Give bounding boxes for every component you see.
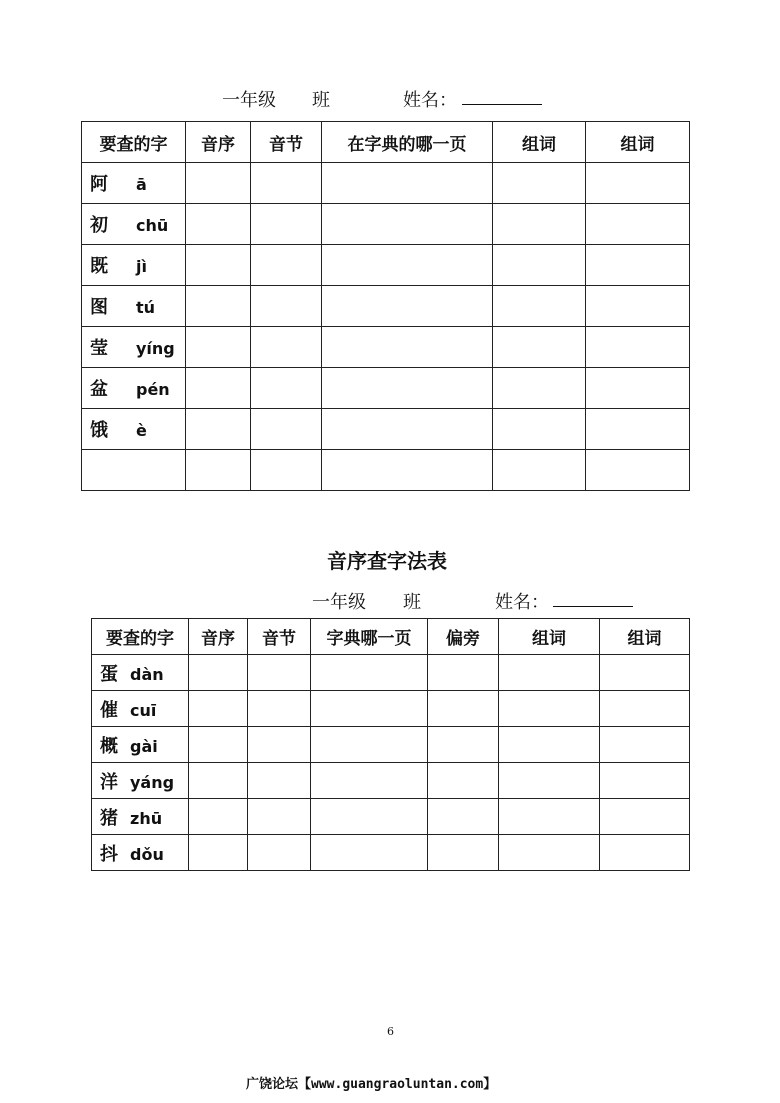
input-cell[interactable] (600, 799, 690, 835)
input-cell[interactable] (186, 409, 251, 450)
input-cell[interactable] (311, 835, 428, 871)
input-cell[interactable] (499, 799, 600, 835)
input-cell[interactable] (189, 655, 248, 691)
input-cell[interactable] (493, 163, 586, 204)
input-cell[interactable] (186, 368, 251, 409)
char-cell (92, 655, 189, 691)
char-cell[interactable] (82, 450, 186, 491)
name-label: 姓名： (495, 592, 549, 613)
input-cell[interactable] (322, 409, 493, 450)
input-cell[interactable] (600, 691, 690, 727)
pinyin: dàn (130, 664, 164, 684)
char-cell (92, 835, 189, 871)
input-cell[interactable] (189, 763, 248, 799)
table2-header-row (92, 619, 690, 655)
pinyin: ā (136, 175, 147, 194)
input-cell[interactable] (586, 327, 690, 368)
pinyin: gài (130, 736, 158, 756)
input-cell[interactable] (499, 655, 600, 691)
grade-label: 一年级 (222, 90, 276, 111)
table-row (82, 286, 690, 327)
table-row (82, 409, 690, 450)
input-cell[interactable] (493, 450, 586, 491)
pinyin: dǒu (130, 844, 164, 864)
input-cell[interactable] (251, 204, 322, 245)
section-title: 音序查字法表 (327, 549, 447, 573)
char-cell (82, 327, 186, 368)
table-row (82, 450, 690, 491)
input-cell[interactable] (311, 655, 428, 691)
class-label: 班 (403, 592, 421, 613)
class-label: 班 (312, 90, 330, 111)
input-cell[interactable] (251, 368, 322, 409)
input-cell[interactable] (311, 763, 428, 799)
input-cell[interactable] (493, 409, 586, 450)
char: 洋 (100, 771, 118, 793)
input-cell[interactable] (493, 286, 586, 327)
table-row (92, 799, 690, 835)
char: 概 (100, 735, 118, 757)
table-row (82, 245, 690, 286)
char: 图 (90, 297, 108, 318)
char: 莹 (90, 338, 108, 359)
input-cell[interactable] (189, 799, 248, 835)
input-cell[interactable] (189, 727, 248, 763)
input-cell[interactable] (251, 409, 322, 450)
input-cell[interactable] (189, 835, 248, 871)
input-cell[interactable] (248, 835, 311, 871)
input-cell[interactable] (251, 245, 322, 286)
input-cell[interactable] (186, 286, 251, 327)
pinyin: pén (136, 380, 170, 399)
column-header: 要查的字 (82, 122, 186, 163)
pinyin: cuī (130, 700, 157, 720)
pinyin: zhū (130, 808, 163, 828)
char: 催 (100, 699, 118, 721)
char-cell (92, 799, 189, 835)
char: 阿 (90, 174, 108, 195)
input-cell[interactable] (428, 655, 499, 691)
input-cell[interactable] (248, 799, 311, 835)
input-cell[interactable] (499, 691, 600, 727)
input-cell[interactable] (493, 327, 586, 368)
input-cell[interactable] (428, 763, 499, 799)
column-header: 偏旁 (428, 619, 499, 655)
column-header: 组词 (493, 122, 586, 163)
input-cell[interactable] (311, 727, 428, 763)
grade-label: 一年级 (312, 592, 366, 613)
footer-site-name: 广饶论坛 (246, 1077, 299, 1092)
column-header: 音序 (186, 122, 251, 163)
pinyin: yáng (130, 772, 175, 792)
char-cell (82, 245, 186, 286)
char: 盆 (90, 379, 108, 400)
char: 抖 (100, 843, 118, 865)
table1-header-row (82, 122, 690, 163)
char: 既 (90, 256, 108, 277)
column-header: 音节 (251, 122, 322, 163)
column-header: 要查的字 (92, 619, 189, 655)
input-cell[interactable] (493, 368, 586, 409)
input-cell[interactable] (186, 245, 251, 286)
pinyin: è (136, 421, 147, 440)
column-header: 组词 (586, 122, 690, 163)
input-cell[interactable] (322, 450, 493, 491)
table-row (82, 327, 690, 368)
input-cell[interactable] (428, 835, 499, 871)
input-cell[interactable] (186, 163, 251, 204)
input-cell[interactable] (251, 163, 322, 204)
input-cell[interactable] (248, 763, 311, 799)
input-cell[interactable] (499, 835, 600, 871)
column-header: 音节 (248, 619, 311, 655)
char-cell (92, 727, 189, 763)
input-cell[interactable] (586, 204, 690, 245)
input-cell[interactable] (322, 286, 493, 327)
input-cell[interactable] (428, 727, 499, 763)
table-row (92, 835, 690, 871)
name-blank[interactable] (462, 86, 542, 105)
input-cell[interactable] (251, 450, 322, 491)
input-cell[interactable] (493, 204, 586, 245)
page-number: 6 (387, 1025, 394, 1038)
footer-url[interactable]: 【www.guangraoluntan.com】 (298, 1077, 497, 1092)
input-cell[interactable] (186, 450, 251, 491)
input-cell[interactable] (251, 327, 322, 368)
table-row (82, 204, 690, 245)
pinyin: jì (136, 257, 147, 276)
input-cell[interactable] (586, 286, 690, 327)
char: 猪 (100, 807, 118, 829)
input-cell[interactable] (600, 835, 690, 871)
input-cell[interactable] (186, 204, 251, 245)
footer (246, 1073, 496, 1092)
input-cell[interactable] (600, 727, 690, 763)
char-cell (82, 286, 186, 327)
input-cell[interactable] (322, 163, 493, 204)
pinyin: yíng (136, 339, 175, 358)
input-cell[interactable] (586, 450, 690, 491)
input-cell[interactable] (322, 204, 493, 245)
char: 蛋 (100, 663, 118, 685)
input-cell[interactable] (251, 286, 322, 327)
input-cell[interactable] (248, 727, 311, 763)
char-cell (82, 409, 186, 450)
input-cell[interactable] (311, 691, 428, 727)
table-row (82, 163, 690, 204)
table-row (92, 655, 690, 691)
column-header: 组词 (499, 619, 600, 655)
char-cell (92, 691, 189, 727)
input-cell[interactable] (586, 163, 690, 204)
table-row (92, 763, 690, 799)
input-cell[interactable] (499, 763, 600, 799)
input-cell[interactable] (189, 691, 248, 727)
table1 (81, 121, 690, 491)
table2-header-line (0, 588, 780, 612)
name-blank[interactable] (553, 588, 633, 607)
table1-header-line (0, 86, 780, 110)
char-cell (82, 204, 186, 245)
input-cell[interactable] (499, 727, 600, 763)
input-cell[interactable] (248, 691, 311, 727)
input-cell[interactable] (311, 799, 428, 835)
input-cell[interactable] (322, 245, 493, 286)
name-label: 姓名： (403, 90, 457, 111)
input-cell[interactable] (586, 245, 690, 286)
char: 饿 (90, 420, 108, 441)
char-cell (92, 763, 189, 799)
column-header: 组词 (600, 619, 690, 655)
input-cell[interactable] (586, 409, 690, 450)
table-row (92, 691, 690, 727)
input-cell[interactable] (600, 655, 690, 691)
input-cell[interactable] (428, 799, 499, 835)
input-cell[interactable] (248, 655, 311, 691)
input-cell[interactable] (600, 763, 690, 799)
char: 初 (90, 215, 108, 236)
column-header: 在字典的哪一页 (322, 122, 493, 163)
column-header: 字典哪一页 (311, 619, 428, 655)
input-cell[interactable] (428, 691, 499, 727)
input-cell[interactable] (322, 368, 493, 409)
table2 (91, 618, 690, 871)
input-cell[interactable] (586, 368, 690, 409)
input-cell[interactable] (493, 245, 586, 286)
char-cell (82, 163, 186, 204)
input-cell[interactable] (322, 327, 493, 368)
table-row (92, 727, 690, 763)
pinyin: tú (136, 298, 156, 317)
pinyin: chū (136, 216, 169, 235)
column-header: 音序 (189, 619, 248, 655)
input-cell[interactable] (186, 327, 251, 368)
table-row (82, 368, 690, 409)
char-cell (82, 368, 186, 409)
